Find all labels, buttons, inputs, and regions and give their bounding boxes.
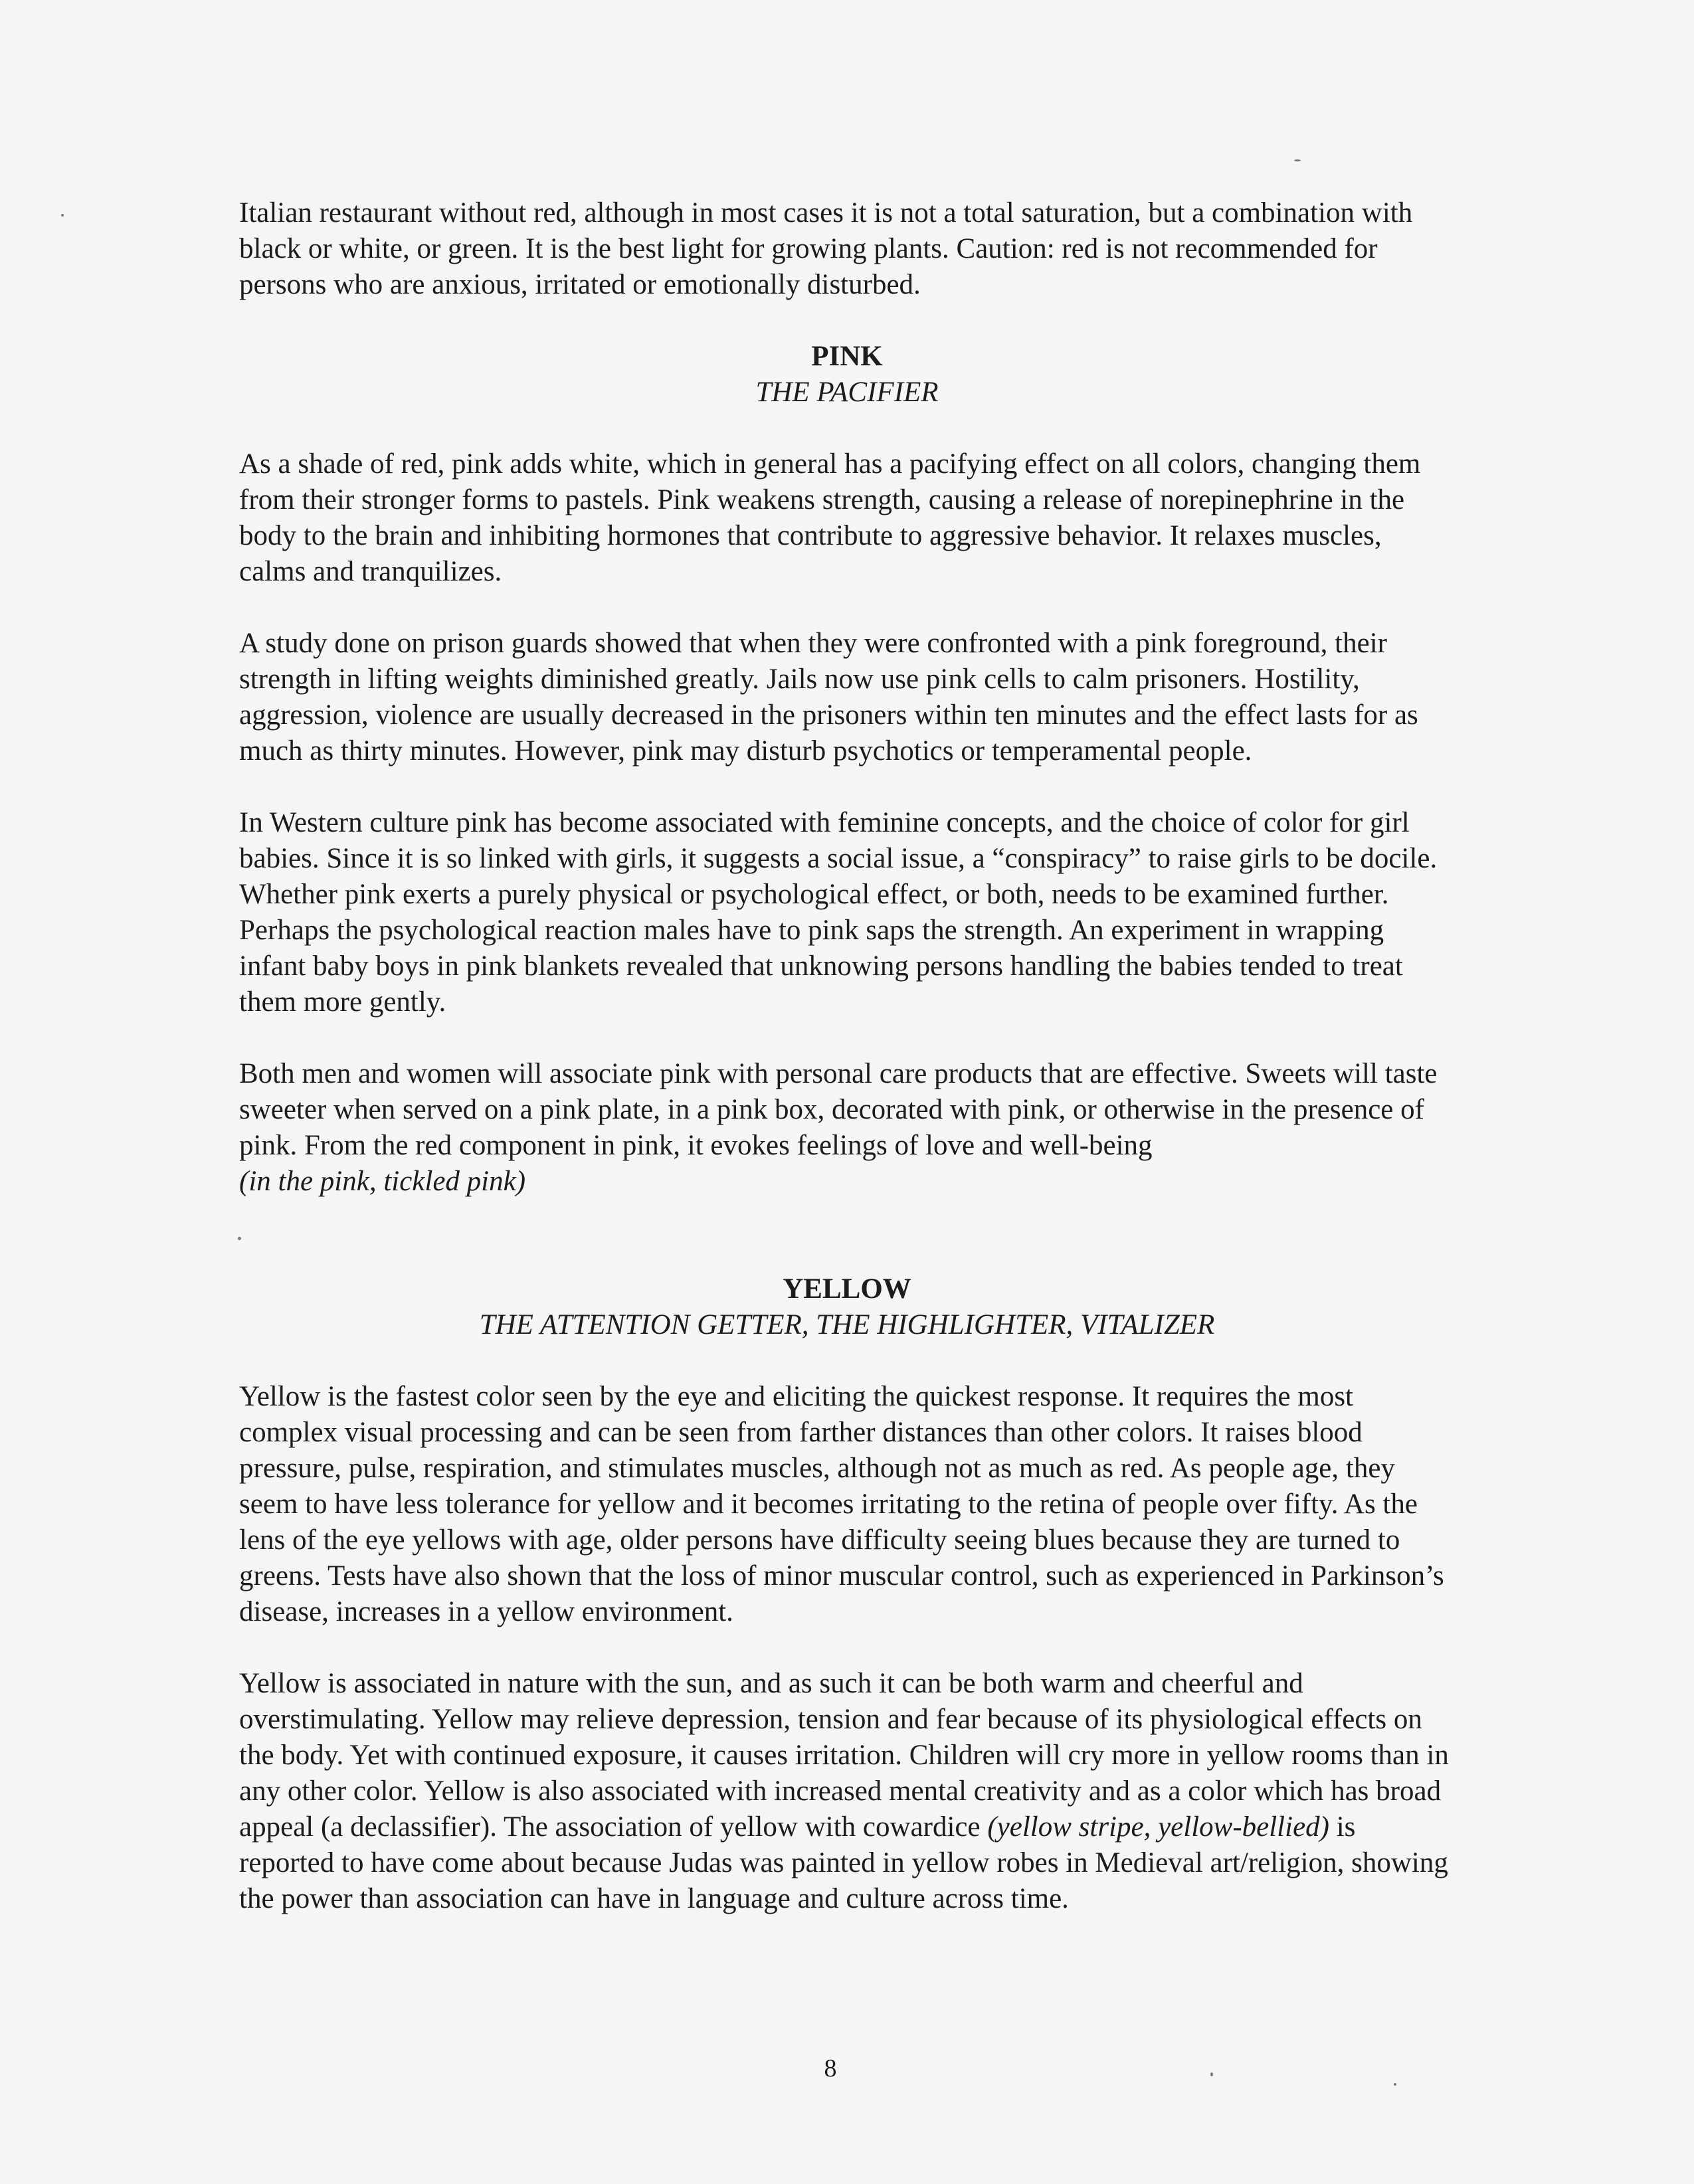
document-body <box>239 195 1455 1917</box>
yellow-title: YELLOW <box>783 1273 911 1305</box>
yellow-paragraph-2-text-b: is reported to have come about because Judas was painted in yellow robes in Medieval art/religion, showing the power than association can have in language and culture across time. <box>239 1811 1448 1914</box>
pink-paragraph-3: In Western culture pink has become associated with feminine concepts, and the choice of color for girl babies. Since it is so linked with girls, it suggests a social issue, a “conspiracy” to raise girls to be docile. Whether pink exerts a purely physical or psychological effect, or both, needs to be examined further. Perhaps the psychological reaction males have to pink saps the strength. An experiment in wrapping infant baby boys in pink blankets revealed that unknowing persons handling the babies tended to treat them more gently. <box>239 807 1438 1018</box>
pink-paragraph-4 <box>239 1056 1455 1200</box>
pink-paragraph-4-italic: (in the pink, tickled pink) <box>239 1166 526 1197</box>
pink-title: PINK <box>811 341 883 372</box>
yellow-paragraph-2 <box>239 1666 1455 1917</box>
pink-subtitle: THE PACIFIER <box>755 377 939 408</box>
yellow-subtitle: THE ATTENTION GETTER, THE HIGHLIGHTER, VITALIZER <box>479 1309 1215 1340</box>
scan-speck <box>238 1237 241 1240</box>
page-number: 8 <box>824 2054 837 2082</box>
yellow-paragraph-2-italic: (yellow stripe, yellow-bellied) <box>987 1811 1329 1843</box>
scan-speck <box>1210 2072 1213 2076</box>
pink-paragraph-1: As a shade of red, pink adds white, which in general has a pacifying effect on all colors, changing them from their stronger forms to pastels. Pink weakens strength, causing a release of norepinephrine in the body to the brain and inhibiting hormones that contribute to aggressive behavior. It relaxes muscles, calms and tranquilizes. <box>239 448 1421 587</box>
yellow-paragraph-1: Yellow is the fastest color seen by the eye and eliciting the quickest response. It requires the most complex visual processing and can be seen from farther distances than other colors. It raises blood pressure, pulse, respiration, and stimulates muscles, although not as much as red. As people age, they seem to have less tolerance for yellow and it becomes irritating to the retina of people over fifty. As the lens of the eye yellows with age, older persons have difficulty seeing blues because they are turned to greens. Tests have also shown that the loss of minor muscular control, such as experienced in Parkinson’s disease, increases in a yellow environment. <box>239 1381 1444 1627</box>
pink-paragraph-2: A study done on prison guards showed that when they were confronted with a pink foreground, their strength in lifting weights diminished greatly. Jails now use pink cells to calm prisoners. Hostility, aggression, violence are usually decreased in the prisoners within ten minutes and the effect lasts for as much as thirty minutes. However, pink may disturb psychotics or temperamental people. <box>239 628 1418 767</box>
pink-heading <box>239 339 1455 410</box>
intro-paragraph: Italian restaurant without red, although in most cases it is not a total saturation, but a combination with black or white, or green. It is the best light for growing plants. Caution: red is not recommended for persons who are anxious, irritated or emotionally disturbed. <box>239 197 1413 300</box>
yellow-paragraph-2-text-a: Yellow is associated in nature with the sun, and as such it can be both warm and cheerful and overstimulating. Yellow may relieve depression, tension and fear because of its physiological effects on the body. Yet with continued exposure, it causes irritation. Children will cry more in yellow rooms than in any other color. Yellow is also associated with increased mental creativity and as a color which has broad appeal (a declassifier). The association of yellow with cowardice <box>239 1668 1449 1843</box>
yellow-heading <box>239 1271 1455 1343</box>
scan-speck <box>61 214 64 217</box>
scan-speck <box>1394 2083 1396 2086</box>
scan-speck <box>1294 159 1301 161</box>
pink-paragraph-4-text: Both men and women will associate pink with personal care products that are effective. Sweets will taste sweeter when served on a pink plate, in a pink box, decorated with pink, or otherwise in the presence of pink. From the red component in pink, it evokes feelings of love and well-being <box>239 1058 1438 1161</box>
